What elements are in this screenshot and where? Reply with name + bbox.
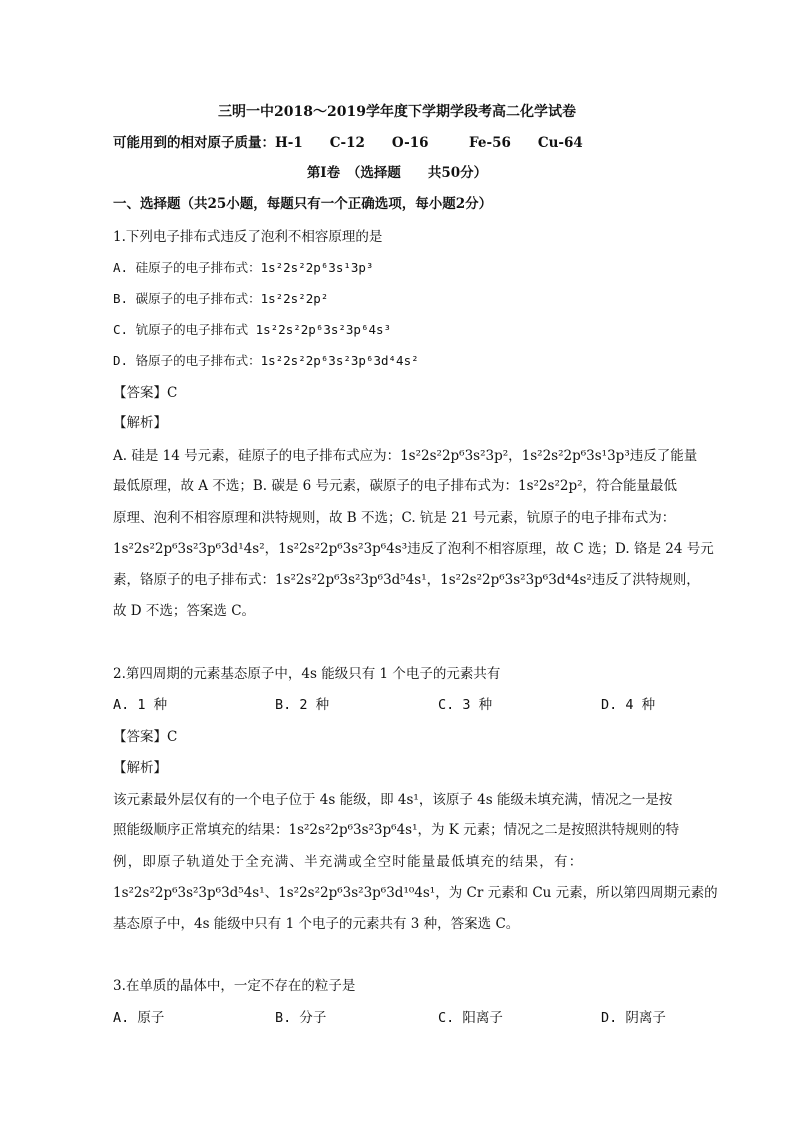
q2-option-c: C. 3 种 — [438, 697, 493, 713]
q1-analysis-line: A. 硅是 14 号元素，硅原子的电子排布式应为：1s²2s²2p⁶3s²3p²，1s²2s²2p⁶3s¹3p³违反了能量 — [113, 448, 698, 464]
q2-stem: 2.第四周期的元素基态原子中，4s 能级只有 1 个电子的元素共有 — [113, 666, 501, 682]
q2-analysis-line: 基态原子中，4s 能级中只有 1 个电子的元素共有 3 种，答案选 C。 — [113, 916, 520, 932]
q2-analysis-line: 该元素最外层仅有的一个电子位于 4s 能级，即 4s¹，该原子 4s 能级未填充满，情况之一是按 — [113, 792, 673, 808]
section-title: 一、选择题（共25小题，每题只有一个正确选项，每小题2分） — [113, 196, 493, 212]
q2-analysis-label: 【解析】 — [113, 760, 167, 776]
q1-option-d: D. 铬原子的电子排布式：1s²2s²2p⁶3s²3p⁶3d⁴4s² — [113, 353, 419, 368]
page-title: 三明一中2018～2019学年度下学期学段考高二化学试卷 — [218, 104, 576, 120]
q3-option-b: B. 分子 — [275, 1010, 327, 1026]
q2-option-d: D. 4 种 — [601, 697, 656, 713]
q1-analysis-line: 1s²2s²2p⁶3s²3p⁶3d¹4s²，1s²2s²2p⁶3s²3p⁶4s³违反了泡利不相容原理，故 C 选；D. 铬是 24 号元 — [113, 541, 714, 557]
q1-option-b: B. 碳原子的电子排布式：1s²2s²2p² — [113, 291, 329, 306]
atomic-masses: 可能用到的相对原子质量：H-1 C-12 O-16 Fe-56 Cu-64 — [113, 135, 583, 151]
q1-stem: 1.下列电子排布式违反了泡利不相容原理的是 — [113, 229, 383, 245]
q2-analysis-line: 1s²2s²2p⁶3s²3p⁶3d⁵4s¹、1s²2s²2p⁶3s²3p⁶3d¹⁰4s¹，为 Cr 元素和 Cu 元素，所以第四周期元素的 — [113, 885, 718, 901]
q1-analysis-line: 素，铬原子的电子排布式：1s²2s²2p⁶3s²3p⁶3d⁵4s¹，1s²2s²2p⁶3s²3p⁶3d⁴4s²违反了洪特规则， — [113, 572, 700, 588]
q1-answer: 【答案】C — [113, 385, 178, 401]
q2-option-a: A. 1 种 — [113, 697, 168, 713]
q1-option-a: A. 硅原子的电子排布式：1s²2s²2p⁶3s¹3p³ — [113, 260, 374, 275]
q2-answer: 【答案】C — [113, 729, 178, 745]
q3-option-a: A. 原子 — [113, 1010, 165, 1026]
q1-option-c: C. 钪原子的电子排布式 1s²2s²2p⁶3s²3p⁶4s³ — [113, 322, 392, 337]
q3-option-c: C. 阳离子 — [438, 1010, 503, 1026]
q2-analysis-line: 照能级顺序正常填充的结果：1s²2s²2p⁶3s²3p⁶4s¹，为 K 元素；情况之二是按照洪特规则的特 — [113, 822, 680, 838]
q3-option-d: D. 阴离子 — [601, 1010, 666, 1026]
volume-title: 第Ⅰ卷 （选择题 共50分） — [306, 165, 488, 181]
q1-analysis-line: 故 D 不选；答案选 C。 — [113, 603, 256, 619]
q2-option-b: B. 2 种 — [275, 697, 330, 713]
q1-analysis-line: 原理、泡利不相容原理和洪特规则，故 B 不选；C. 钪是 21 号元素，钪原子的电子排布式为： — [113, 510, 676, 526]
q1-analysis-line: 最低原理，故 A 不选；B. 碳是 6 号元素，碳原子的电子排布式为：1s²2s²2p²，符合能量最低 — [113, 478, 678, 494]
q1-analysis-label: 【解析】 — [113, 415, 167, 431]
q2-analysis-line: 例，即原子轨道处于全充满、半充满或全空时能量最低填充的结果，有： — [113, 854, 584, 870]
q3-stem: 3.在单质的晶体中，一定不存在的粒子是 — [113, 978, 356, 994]
